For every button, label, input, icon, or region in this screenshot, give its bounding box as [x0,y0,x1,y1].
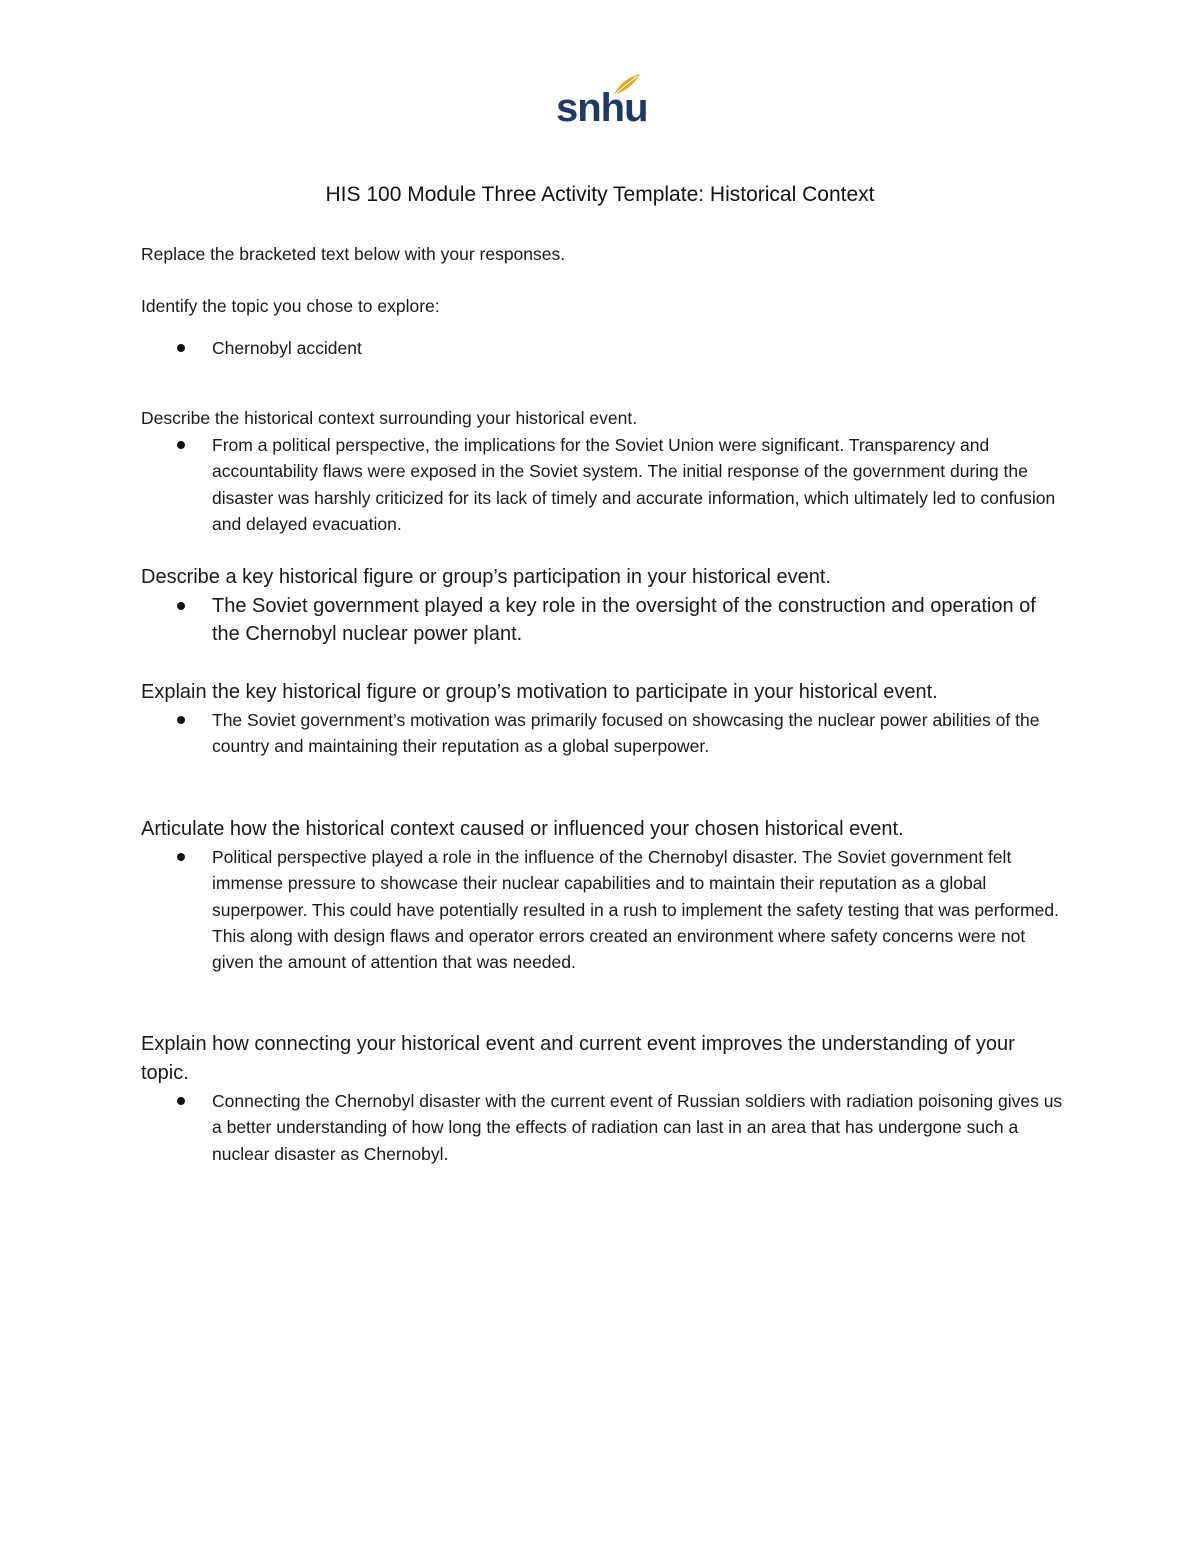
section-bullets-topic [141,335,1064,361]
section-bullets-figure [141,592,1064,648]
bullet-icon [177,602,185,610]
bullet-text: Chernobyl accident [212,338,362,358]
bullet-text: The Soviet government played a key role in the oversight of the construction and operation of the Chernobyl nuclear power plant. [212,595,1036,645]
section-prompt-influence: Articulate how the historical context caused or influenced your chosen historical event. [141,818,904,840]
section-prompt-connection: Explain how connecting your historical event and current event improves the understanding of your topic. [141,1033,1015,1084]
bullet-icon [177,441,185,449]
section-prompt-topic: Identify the topic you chose to explore: [141,296,440,316]
bullet-text: Connecting the Chernobyl disaster with the current event of Russian soldiers with radiation poisoning gives us a better understanding of how long the effects of radiation can last in an area that has undergone such a nuclear disaster as Chernobyl. [212,1091,1063,1164]
bullet-text: Political perspective played a role in the influence of the Chernobyl disaster. The Soviet government felt immense pressure to showcase their nuclear capabilities and to maintain their reputation as a global superpower. This could have potentially resulted in a rush to implement the safety testing that was performed. This along with design flaws and operator errors created an environment where safety concerns were not given the amount of attention that was needed. [212,847,1059,973]
section-bullets-context [141,432,1064,537]
bullet-icon [177,1097,185,1105]
logo-text: snhu [556,86,648,130]
list-item [141,592,1064,648]
list-item [141,844,1064,975]
section-prompt-motivation: Explain the key historical figure or group’s motivation to participate in your historical event. [141,681,938,703]
bullet-icon [177,344,185,352]
page-title: HIS 100 Module Three Activity Template: Historical Context [325,183,875,206]
list-item [141,432,1064,537]
bullet-icon [177,853,185,861]
section-prompt-figure: Describe a key historical figure or group’s participation in your historical event. [141,566,831,588]
section-prompt-context: Describe the historical context surrounding your historical event. [141,408,638,428]
section-bullets-connection [141,1088,1064,1167]
section-bullets-motivation [141,707,1064,760]
bullet-icon [177,716,185,724]
leaf-icon [610,72,642,98]
bullet-text: From a political perspective, the implications for the Soviet Union were significant. Transparency and accountability flaws were exposed in the Soviet system. The initial response of the government during the disaster was harshly criticized for its lack of timely and accurate information, which ultimately led to confusion and delayed evacuation. [212,435,1056,534]
snhu-logo [552,72,648,134]
list-item [141,335,1064,361]
section-bullets-influence [141,844,1064,975]
list-item [141,1088,1064,1167]
bullet-text: The Soviet government’s motivation was primarily focused on showcasing the nuclear power abilities of the country and maintaining their reputation as a global superpower. [212,710,1040,757]
instructions-text: Replace the bracketed text below with your responses. [141,244,566,264]
list-item [141,707,1064,760]
